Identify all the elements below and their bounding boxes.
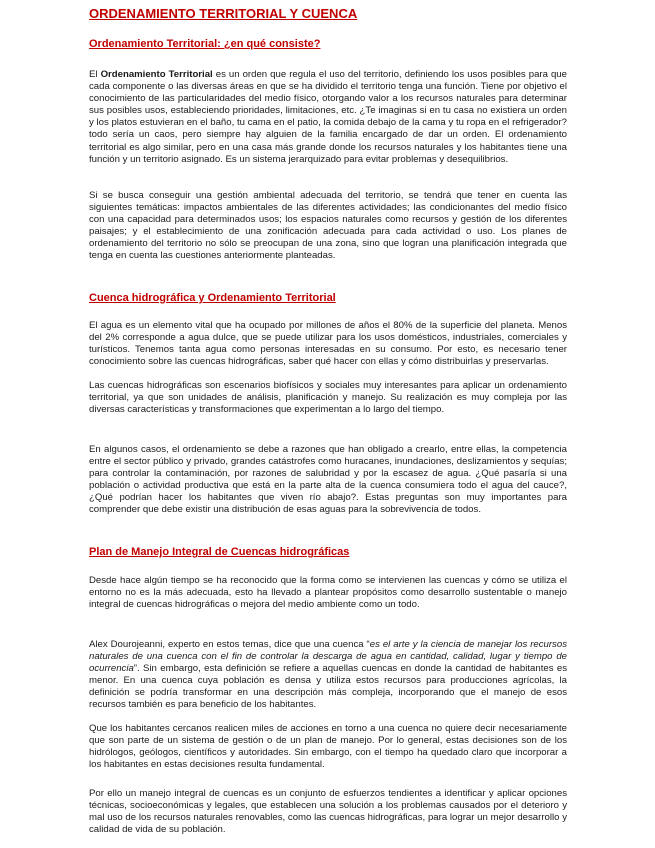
- section-heading-plan-manejo: Plan de Manejo Integral de Cuencas hidrográficas: [89, 546, 350, 558]
- document-title: ORDENAMIENTO TERRITORIAL Y CUENCA: [89, 6, 358, 21]
- paragraph-gestion-ambiental: Si se busca conseguir una gestión ambiental adecuada del territorio, se tendrá que tener en cuenta las siguientes temáticas: impactos ambientales de las diferentes actividades; las condicionantes del medio físico con una capacidad para determinados usos; los espacios naturales como recursos y gestión de los diferentes paisajes; y el establecimiento de una zonificación adecuada para cada actividad o uso. Los planes de ordenamiento del territorio no sólo se preocupan de una zona, sino que logran una planificación integrada que tenga en cuenta las cuestiones anteriormente planteadas.: [89, 190, 567, 262]
- term-ordenamiento-territorial: Ordenamiento Territorial: [100, 69, 213, 80]
- paragraph-casos-ordenamiento: En algunos casos, el ordenamiento se debe a razones que han obligado a crearlo, entre ellas, la competencia entre el sector público y privado, grandes catástrofes como huracanes, inundaciones, deslizamientos y sequías; para controlar la contaminación, por razones de salubridad y por la escasez de agua. ¿Qué pasaría si una población o actividad productiva que está en la parte alta de la cuenca consumiera todo el agua del cauce?, ¿Qué podrían hacer los habitantes que viven río abajo?. Estas preguntas son muy importantes para comprender que debe existir una distribución de esas aguas para la sobrevivencia de todos.: [89, 444, 567, 516]
- paragraph-definition: El Ordenamiento Territorial es un orden que regula el uso del territorio, definiendo los usos posibles para que cada componente o las diversas áreas en que se ha dividido el territorio tenga una función. Tiene por objetivo el conocimiento de las particularidades del medio físico, otorgando valor a los recursos naturales para determinar sus posibles usos, estableciendo prioridades, limitaciones, etc. ¿Te imaginas si en tu casa no existiera un orden y los platos estuvieran en el baño, tu cama en el patio, la comida debajo de la cama y tu ropa en el refrigerador? todo sería un caos, pero siempre hay alguien de la familia encargado de dar un orden. El ordenamiento territorial es algo similar, pero en una casa más grande donde los recursos naturales y los habitantes tiene una función y un territorio asignado. Es un sistema jerarquizado para evitar problemas y desequilibrios.: [89, 69, 567, 165]
- quote-definicion: es el arte y la ciencia de manejar los recursos naturales de una cuenca con el fin de controlar la descarga de agua en cantidad, calidad, lugar y tiempo de ocurrencia: [89, 639, 567, 675]
- paragraph-habitantes: Que los habitantes cercanos realicen miles de acciones en torno a una cuenca no quiere decir necesariamente que son parte de un sistema de gestión o de un plan de manejo. Por lo general, estas decisiones son de los hidrólogos, geólogos, científicos y autoridades. Sin embargo, con el tiempo ha quedado claro que incorporar a los habitantes en estas decisiones resulta fundamental.: [89, 723, 567, 771]
- section-heading-ordenamiento: Ordenamiento Territorial: ¿en qué consiste?: [89, 38, 321, 50]
- paragraph-dourojeanni: Alex Dourojeanni, experto en estos temas, dice que una cuenca “es el arte y la ciencia de manejar los recursos naturales de una cuenca con el fin de controlar la descarga de agua en cantidad, calidad, lugar y tiempo de ocurrencia”. Sin embargo, esta definición se refiere a aquellas cuencas en donde la cantidad de habitantes es menor. En una cuenca cuya población es densa y utiliza estos recursos para producciones agrícolas, la definición se podría transformar en una descripción más compleja, incorporando que el manejo de esos recursos también es para beneficio de los habitantes.: [89, 639, 567, 711]
- paragraph-manejo-integral: Por ello un manejo integral de cuencas es un conjunto de esfuerzos tendientes a identificar y aplicar opciones técnicas, socioeconómicas y legales, que establecen una solución a los problemas causados por el deterioro y mal uso de los recursos naturales renovables, como las cuencas hidrográficas, para lograr un mejor desarrollo y calidad de vida de su población.: [89, 788, 567, 836]
- paragraph-cuencas-escenarios: Las cuencas hidrográficas son escenarios biofísicos y sociales muy interesantes para aplicar un ordenamiento territorial, ya que son unidades de análisis, planificación y manejo. Su realización es muy compleja por las diversas características y transformaciones que experimentan a lo largo del tiempo.: [89, 380, 567, 416]
- paragraph-agua-vital: El agua es un elemento vital que ha ocupado por millones de años el 80% de la superficie del planeta. Menos del 2% corresponde a agua dulce, que se puede utilizar para los usos domésticos, industriales, comerciales y turísticos. Tenemos tanta agua como personas interesadas en su consumo. Por esto, es necesario tener conocimiento sobre las cuencas hidrográficas, saber qué hacer con ellas y cómo distribuirlas y preservarlas.: [89, 320, 567, 368]
- paragraph-reconocimiento: Desde hace algún tiempo se ha reconocido que la forma como se intervienen las cuencas y cómo se utiliza el entorno no es la más adecuada, esto ha llevado a plantear propósitos como desarrollo sustentable o manejo integral de cuencas hidrográficas o mejora del medio ambiente como un todo.: [89, 575, 567, 611]
- section-heading-cuenca: Cuenca hidrográfica y Ordenamiento Territorial: [89, 292, 336, 304]
